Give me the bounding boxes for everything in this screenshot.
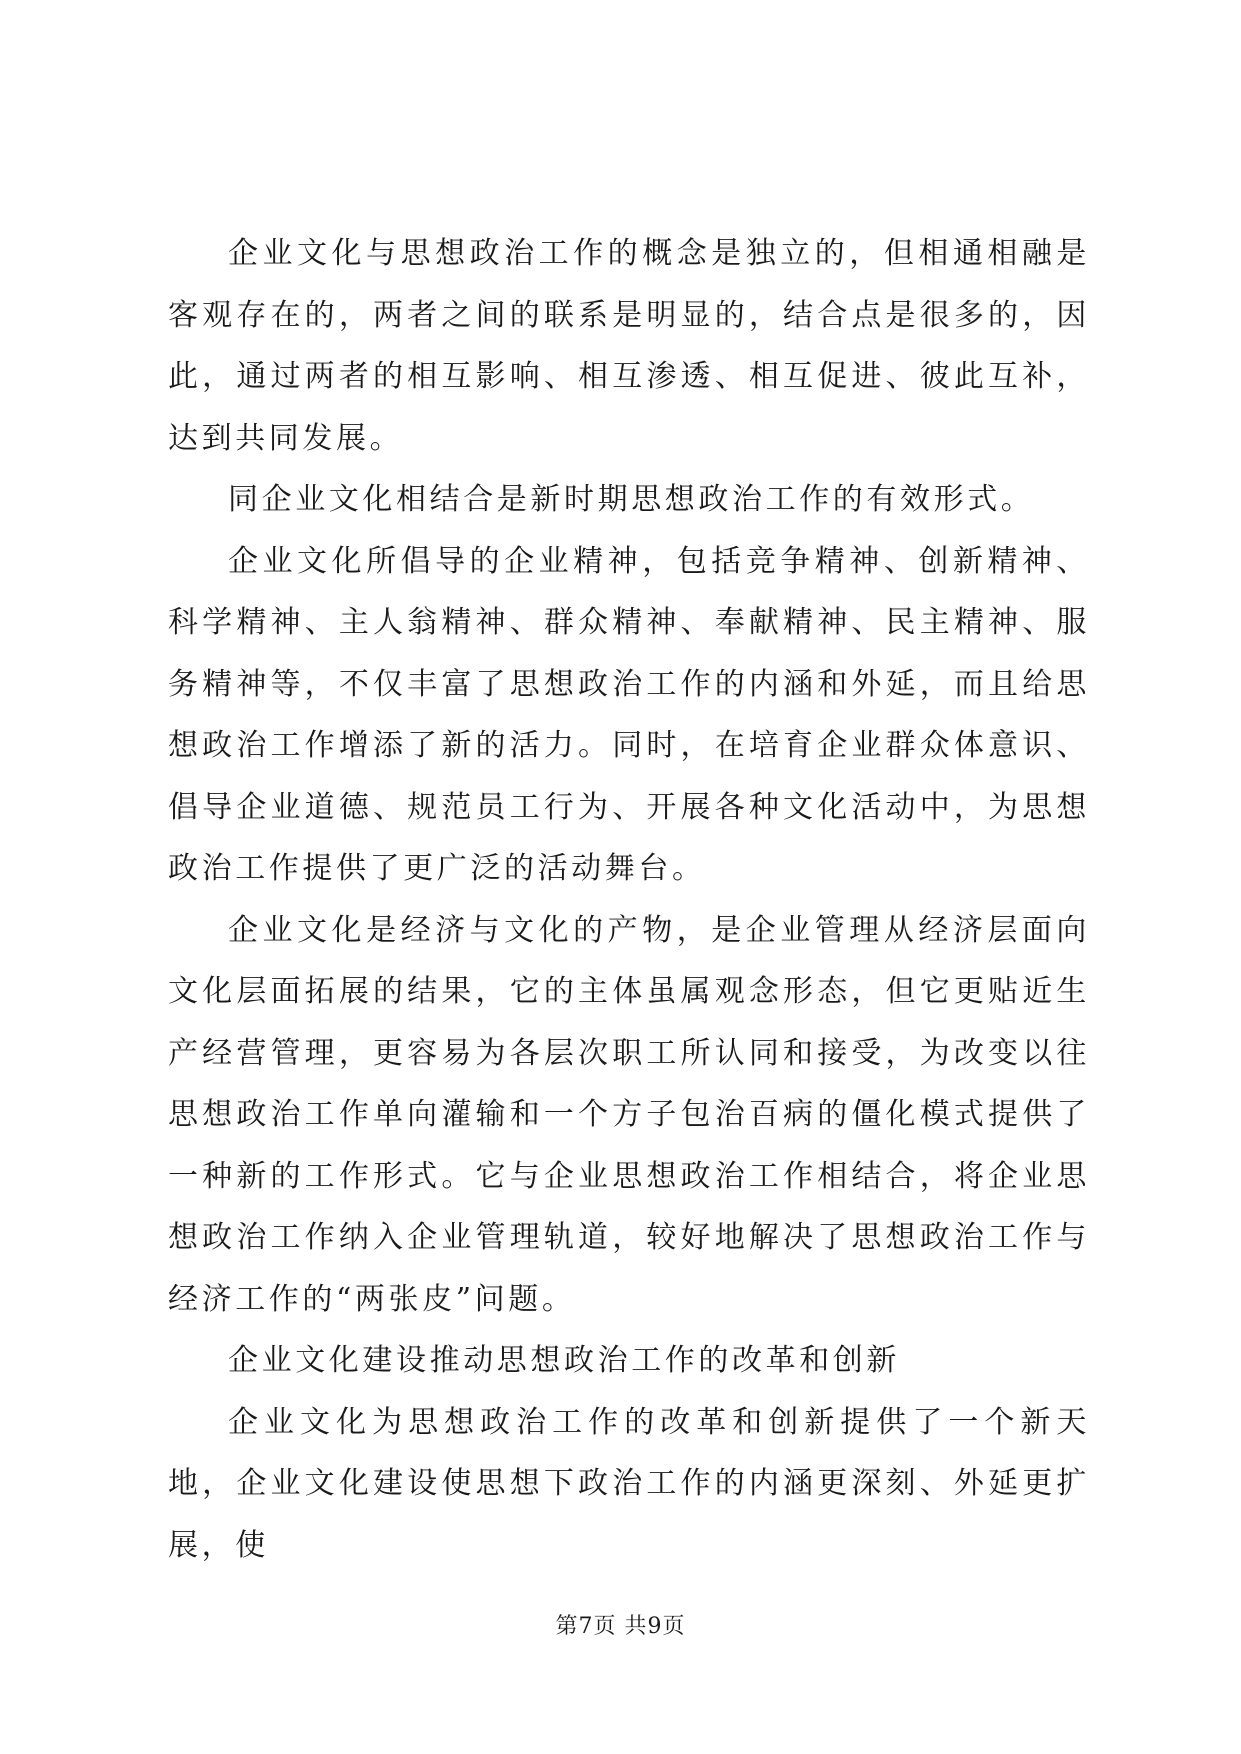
page-number-footer: 第7页 共9页 xyxy=(555,1614,686,1639)
paragraph-4: 企业文化是经济与文化的产物，是企业管理从经济层面向文化层面拓展的结果，它的主体虽属观念形态，但它更贴近生产经营管理，更容易为各层次职工所认同和接受，为改变以往思想政治工作单向灌输和一个方子包治百病的僵化模式提供了一种新的工作形式。它与企业思想政治工作相结合，将企业思想政治工作纳入企业管理轨道，较好地解决了思想政治工作与经济工作的“两张皮”问题。 xyxy=(168,912,1090,1317)
paragraph-6: 企业文化为思想政治工作的改革和创新提供了一个新天地，企业文化建设使思想下政治工作的内涵更深刻、外延更扩展，使 xyxy=(168,1404,1090,1563)
paragraph-3: 企业文化所倡导的企业精神，包括竞争精神、创新精神、科学精神、主人翁精神、群众精神、奉献精神、民主精神、服务精神等，不仅丰富了思想政治工作的内涵和外延，而且给思想政治工作增添了新的活力。同时，在培育企业群众体意识、倡导企业道德、规范员工行为、开展各种文化活动中，为思想政治工作提供了更广泛的活动舞台。 xyxy=(168,543,1090,886)
paragraph-5-heading: 企业文化建设推动思想政治工作的改革和创新 xyxy=(228,1343,900,1378)
paragraph-2: 同企业文化相结合是新时期思想政治工作的有效形式。 xyxy=(228,482,1035,517)
document-body xyxy=(168,223,1090,1576)
paragraph-1: 企业文化与思想政治工作的概念是独立的，但相通相融是客观存在的，两者之间的联系是明显的，结合点是很多的，因此，通过两者的相互影响、相互渗透、相互促进、彼此互补，达到共同发展。 xyxy=(168,236,1090,456)
